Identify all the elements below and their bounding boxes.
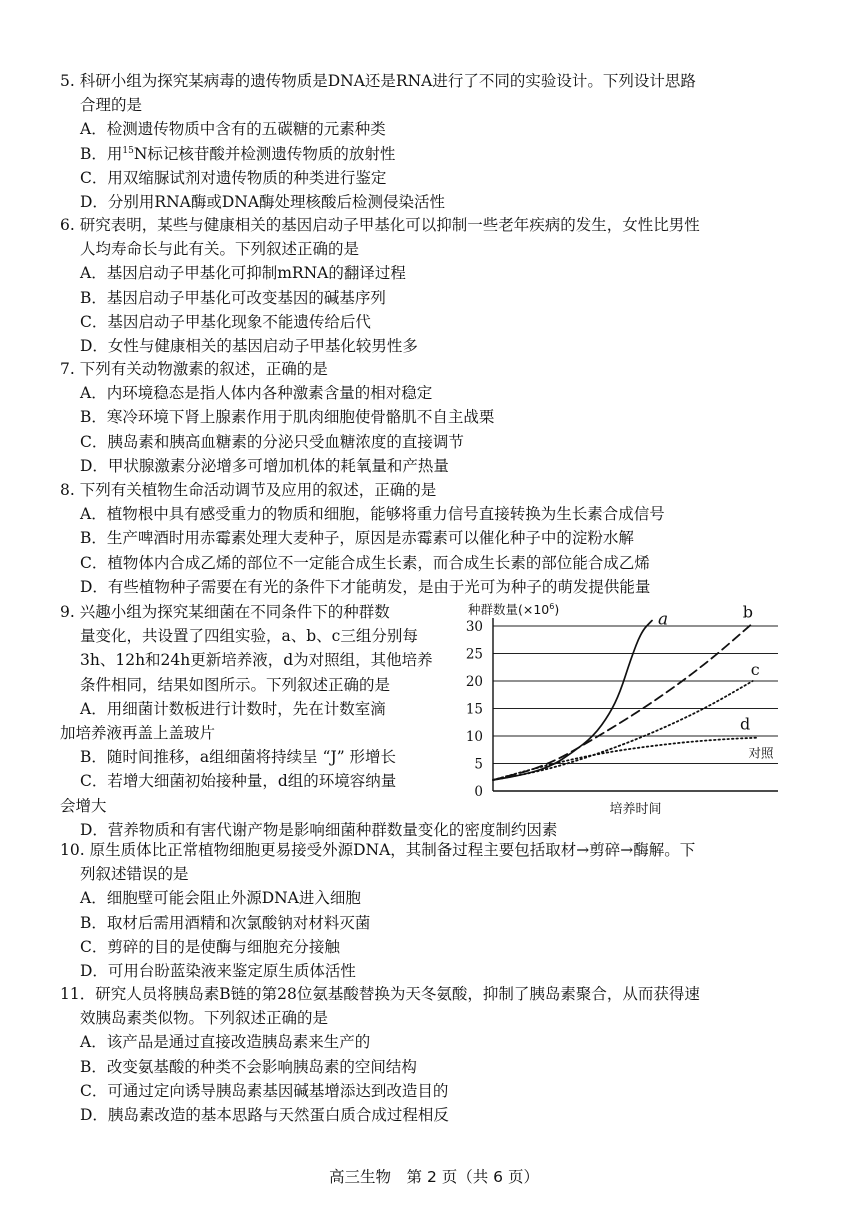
question-option: C．胰岛素和胰高血糖素的分泌只受血糖浓度的直接调节 bbox=[80, 432, 464, 451]
question-option: C．剪碎的目的是使酶与细胞充分接触 bbox=[80, 937, 340, 956]
y-tick-label: 30 bbox=[465, 619, 483, 635]
question-block bbox=[60, 69, 802, 214]
question-option: D．胰岛素改造的基本思路与天然蛋白质合成过程相反 bbox=[80, 1105, 449, 1124]
control-group-label: 对照 bbox=[748, 745, 774, 761]
question-block bbox=[60, 357, 802, 478]
question-stem: 10. 原生质体比正常植物细胞更易接受外源DNA，其制备过程主要包括取材→剪碎→酶解。下 bbox=[60, 841, 696, 859]
question-option: C．可通过定向诱导胰岛素基因碱基增添达到改造目的 bbox=[80, 1081, 449, 1100]
y-axis-label: 种群数量$(\times 10^6)$ bbox=[468, 602, 560, 617]
isotope-superscript: 15 bbox=[122, 145, 134, 156]
question-option: A．植物根中具有感受重力的物质和细胞，能够将重力信号直接转换为生长素合成信号 bbox=[80, 505, 665, 524]
series-line-a bbox=[493, 621, 652, 781]
question-block bbox=[60, 838, 802, 983]
question-option: C．基因启动子甲基化现象不能遗传给后代 bbox=[80, 312, 371, 331]
question-block bbox=[60, 213, 802, 358]
question-option: C．植物体内合成乙烯的部位不一定能合成生长素，而合成生长素的部位能合成乙烯 bbox=[80, 553, 650, 572]
question-option: D．可用台盼蓝染液来鉴定原生质体活性 bbox=[80, 961, 356, 980]
series-line-d bbox=[493, 738, 758, 780]
question-stem: 5. 科研小组为探究某病毒的遗传物质是DNA还是RNA进行了不同的实验设计。下列设计思路 bbox=[60, 72, 696, 90]
question-block bbox=[60, 982, 802, 1127]
question-option: C．若增大细菌初始接种量，d组的环境容纳量 bbox=[80, 772, 397, 791]
y-tick-label: 25 bbox=[465, 646, 483, 663]
population-chart-svg bbox=[448, 598, 793, 820]
question-option: D．营养物质和有害代谢产物是影响细菌种群数量变化的密度制约因素 bbox=[80, 820, 558, 839]
y-tick-label: 10 bbox=[465, 729, 483, 745]
y-tick-label: 15 bbox=[465, 701, 483, 718]
question-stem-continued: 效胰岛素类似物。下列叙述正确的是 bbox=[80, 1009, 329, 1028]
question-stem-continued: 人均寿命长与此有关。下列叙述正确的是 bbox=[80, 240, 360, 259]
question-option: A．检测遗传物质中含有的五碳糖的元素种类 bbox=[80, 120, 386, 139]
population-chart bbox=[448, 598, 793, 820]
question-option: D．有些植物种子需要在有光的条件下才能萌发，是由于光可为种子的萌发提供能量 bbox=[80, 577, 651, 596]
y-tick-label: 5 bbox=[474, 756, 483, 773]
question-option: A．内环境稳态是指人体内各种激素含量的相对稳定 bbox=[80, 384, 433, 403]
question-option: B．取材后需用酒精和次氯酸钠对材料灭菌 bbox=[80, 913, 371, 932]
y-tick-label: 0 bbox=[474, 784, 483, 800]
x-axis-label: 培养时间 bbox=[609, 802, 662, 817]
question-stem-continued: 量变化，共设置了四组实验，a、b、c三组分别每 bbox=[80, 627, 418, 646]
question-block bbox=[60, 478, 802, 599]
series-label-b: b bbox=[742, 602, 753, 622]
question-stem: 6. 研究表明，某些与健康相关的基因启动子甲基化可以抑制一些老年疾病的发生，女性比男性 bbox=[60, 216, 700, 234]
series-label-a: a bbox=[658, 609, 669, 630]
question-stem: 9. 兴趣小组为探究某细菌在不同条件下的种群数 bbox=[60, 603, 390, 621]
question-option: D．女性与健康相关的基因启动子甲基化较男性多 bbox=[80, 336, 418, 355]
question-option: D．甲状腺激素分泌增多可增加机体的耗氧量和产热量 bbox=[80, 456, 449, 475]
question-stem: 8. 下列有关植物生命活动调节及应用的叙述，正确的是 bbox=[60, 481, 437, 499]
page-footer: 高三生物 第 2 页（共 6 页） bbox=[329, 1168, 539, 1186]
question-option: B．改变氨基酸的种类不会影响胰岛素的空间结构 bbox=[80, 1057, 417, 1076]
question-stem: 11．研究人员将胰岛素B链的第28位氨基酸替换为天冬氨酸，抑制了胰岛素聚合，从而获得速 bbox=[60, 985, 700, 1003]
question-option: 会增大 bbox=[60, 796, 107, 815]
question-option: B．生产啤酒时用赤霉素处理大麦种子，原因是赤霉素可以催化种子中的淀粉水解 bbox=[80, 529, 634, 548]
question-option: A．该产品是通过直接改造胰岛素来生产的 bbox=[80, 1033, 371, 1052]
question-stem: 7. 下列有关动物激素的叙述，正确的是 bbox=[60, 360, 328, 378]
question-stem-continued: 列叙述错误的是 bbox=[80, 865, 189, 884]
question-option: A．基因启动子甲基化可抑制mRNA的翻译过程 bbox=[80, 264, 406, 283]
question-option: D．分别用RNA酶或DNA酶处理核酸后检测侵染活性 bbox=[80, 192, 446, 211]
question-option: A．细胞壁可能会阻止外源DNA进入细胞 bbox=[80, 889, 361, 908]
question-option: B．基因启动子甲基化可改变基因的碱基序列 bbox=[80, 288, 386, 307]
series-line-c bbox=[493, 681, 753, 780]
question-option: B．用$^{15}$N标记核苷酸并检测遗传物质的放射性 bbox=[80, 144, 396, 163]
series-label-d: d bbox=[740, 714, 751, 734]
question-option: A．用细菌计数板进行计数时，先在计数室滴 bbox=[80, 699, 386, 718]
series-label-c: c bbox=[750, 660, 760, 679]
question-option: C．用双缩脲试剂对遗传物质的种类进行鉴定 bbox=[80, 168, 387, 187]
series-line-b bbox=[493, 623, 753, 780]
question-stem-continued: 3h、12h和24h更新培养液，d为对照组，其他培养 bbox=[80, 651, 433, 670]
question-stem-continued: 条件相同，结果如图所示。下列叙述正确的是 bbox=[80, 675, 391, 694]
question-option: B．寒冷环境下肾上腺素作用于肌肉细胞使骨骼肌不自主战栗 bbox=[80, 408, 495, 427]
y-tick-label: 20 bbox=[465, 674, 483, 690]
question-option: 加培养液再盖上盖玻片 bbox=[60, 723, 216, 742]
question-option: B．随时间推移，a组细菌将持续呈 “J” 形增长 bbox=[80, 748, 397, 767]
question-stem-continued: 合理的是 bbox=[80, 96, 143, 115]
